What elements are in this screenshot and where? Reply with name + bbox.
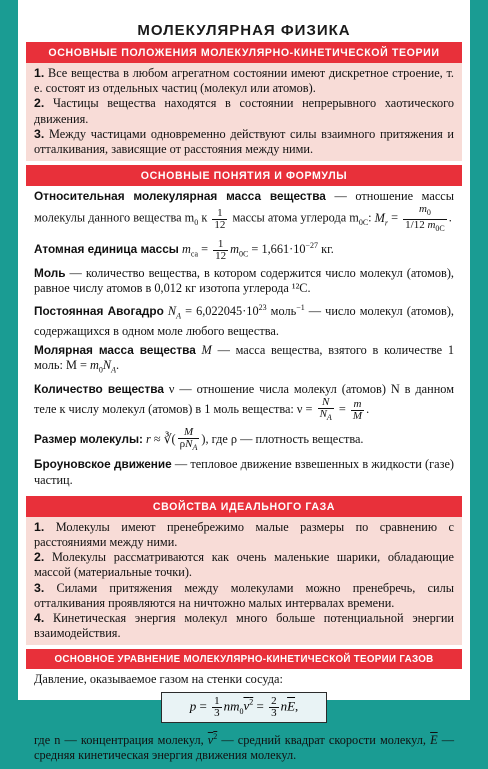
ideal-gas-item-4: 4. Кинетическая энергия молекул много больше потенциальной энергии взаимодействия. [34,610,454,641]
amu-paragraph: Атомная единица массы $m_{са}$ = $\frac{1}{12}$ $m_{0C} = 1,661\cdot 10^{-27}$ кг. [34,237,334,262]
relative-mass-paragraph: Относительная молекулярная масса вещества — отношение массы молекулы данного вещества $m_0$ к $\frac{1}{12}$ массы атома углерода $m_{0C}$: $M_r$ = $\frac{m_0}{1/12 m_{0C}}$ . [34,189,454,233]
basic-equation-box [26,669,462,769]
ideal-gas-item-2: 2. Молекулы рассматриваются как очень маленькие шарики, обладающие массой (материальные точки). [34,550,454,580]
principle-item-2: 2. Частицы вещества находятся в состоянии непрерывного хаотического движения. [34,96,454,126]
section-header-concepts: ОСНОВНЫЕ ПОНЯТИЯ И ФОРМУЛЫ [26,165,462,186]
section-header-ideal-gas: СВОЙСТВА ИДЕАЛЬНОГО ГАЗА [26,496,462,517]
page-title: МОЛЕКУЛЯРНАЯ ФИЗИКА [137,22,351,39]
brownian-paragraph: Броуновское движение — тепловое движение взвешенных в жидкости (газе) частиц. [34,457,454,487]
pressure-formula: p = $\frac{1}{3}$ $nm_0v^2$ = $\frac{2}{3}$ $n\overline{E}$, [161,692,327,723]
section-header-basic-equation: ОСНОВНОЕ УРАВНЕНИЕ МОЛЕКУЛЯРНО-КИНЕТИЧЕСКОЙ ТЕОРИИ ГАЗОВ [26,649,462,669]
section-header-main-principles: ОСНОВНЫЕ ПОЛОЖЕНИЯ МОЛЕКУЛЯРНО-КИНЕТИЧЕСКОЙ ТЕОРИИ [26,42,462,63]
molecule-size-paragraph: Размер молекулы: r ≈ ∛( $\frac{M}{\rho N_A}$ ), где ρ — плотность вещества. [34,426,364,453]
formula-legend: где n — концентрация молекул, $v^2$ — средний квадрат скорости молекул, $\overline{E}$ — средняя кинетическая энергия движения молекул. [34,731,455,762]
concepts-box [26,186,462,494]
main-principles-box [26,63,462,161]
card [18,0,470,762]
principle-item-1: 1. Все вещества в любом агрегатном состоянии имеют дискретное строение, т. е. состоят из отдельных частиц (молекул или атомов). [34,66,455,96]
amount-paragraph: Количество вещества ν — отношение числа молекул (атомов) N в данном теле к числу молекул (атомов) в 1 моль вещества: ν = $\frac{N}{N_A}$ = $\frac{m}{M}$ . [34,381,454,423]
avogadro-paragraph: Постоянная Авогадро $N_A = 6,022045\cdot 10^{23}$ моль$^{-1}$ — число молекул (атомов), содержащихся в одном моле любого вещества. [34,302,454,338]
principle-item-3: 3. Между частицами одновременно действуют силы взаимного притяжения и отталкивания, зависящие от расстояния между ними. [34,126,455,157]
ideal-gas-item-3: 3. Силами притяжения между молекулами можно пренебречь, силы отталкивания проявляются на ничтожно малых интервалах времени. [34,580,454,610]
mole-paragraph: Моль — количество вещества, в котором содержится число молекул (атомов), равное числу атомов в 0,012 кг изотопа углерода ¹²C. [34,265,454,295]
molar-mass-paragraph: Молярная масса вещества M — масса вещества, взятого в количестве 1 моль: $M = m_0N_A$. [34,342,455,375]
pressure-intro: Давление, оказываемое газом на стенки сосуда: [34,672,283,687]
ideal-gas-item-1: 1. Молекулы имеют пренебрежимо малые размеры по сравнению с расстояниями между ними. [34,519,455,549]
ideal-gas-box [26,517,462,646]
